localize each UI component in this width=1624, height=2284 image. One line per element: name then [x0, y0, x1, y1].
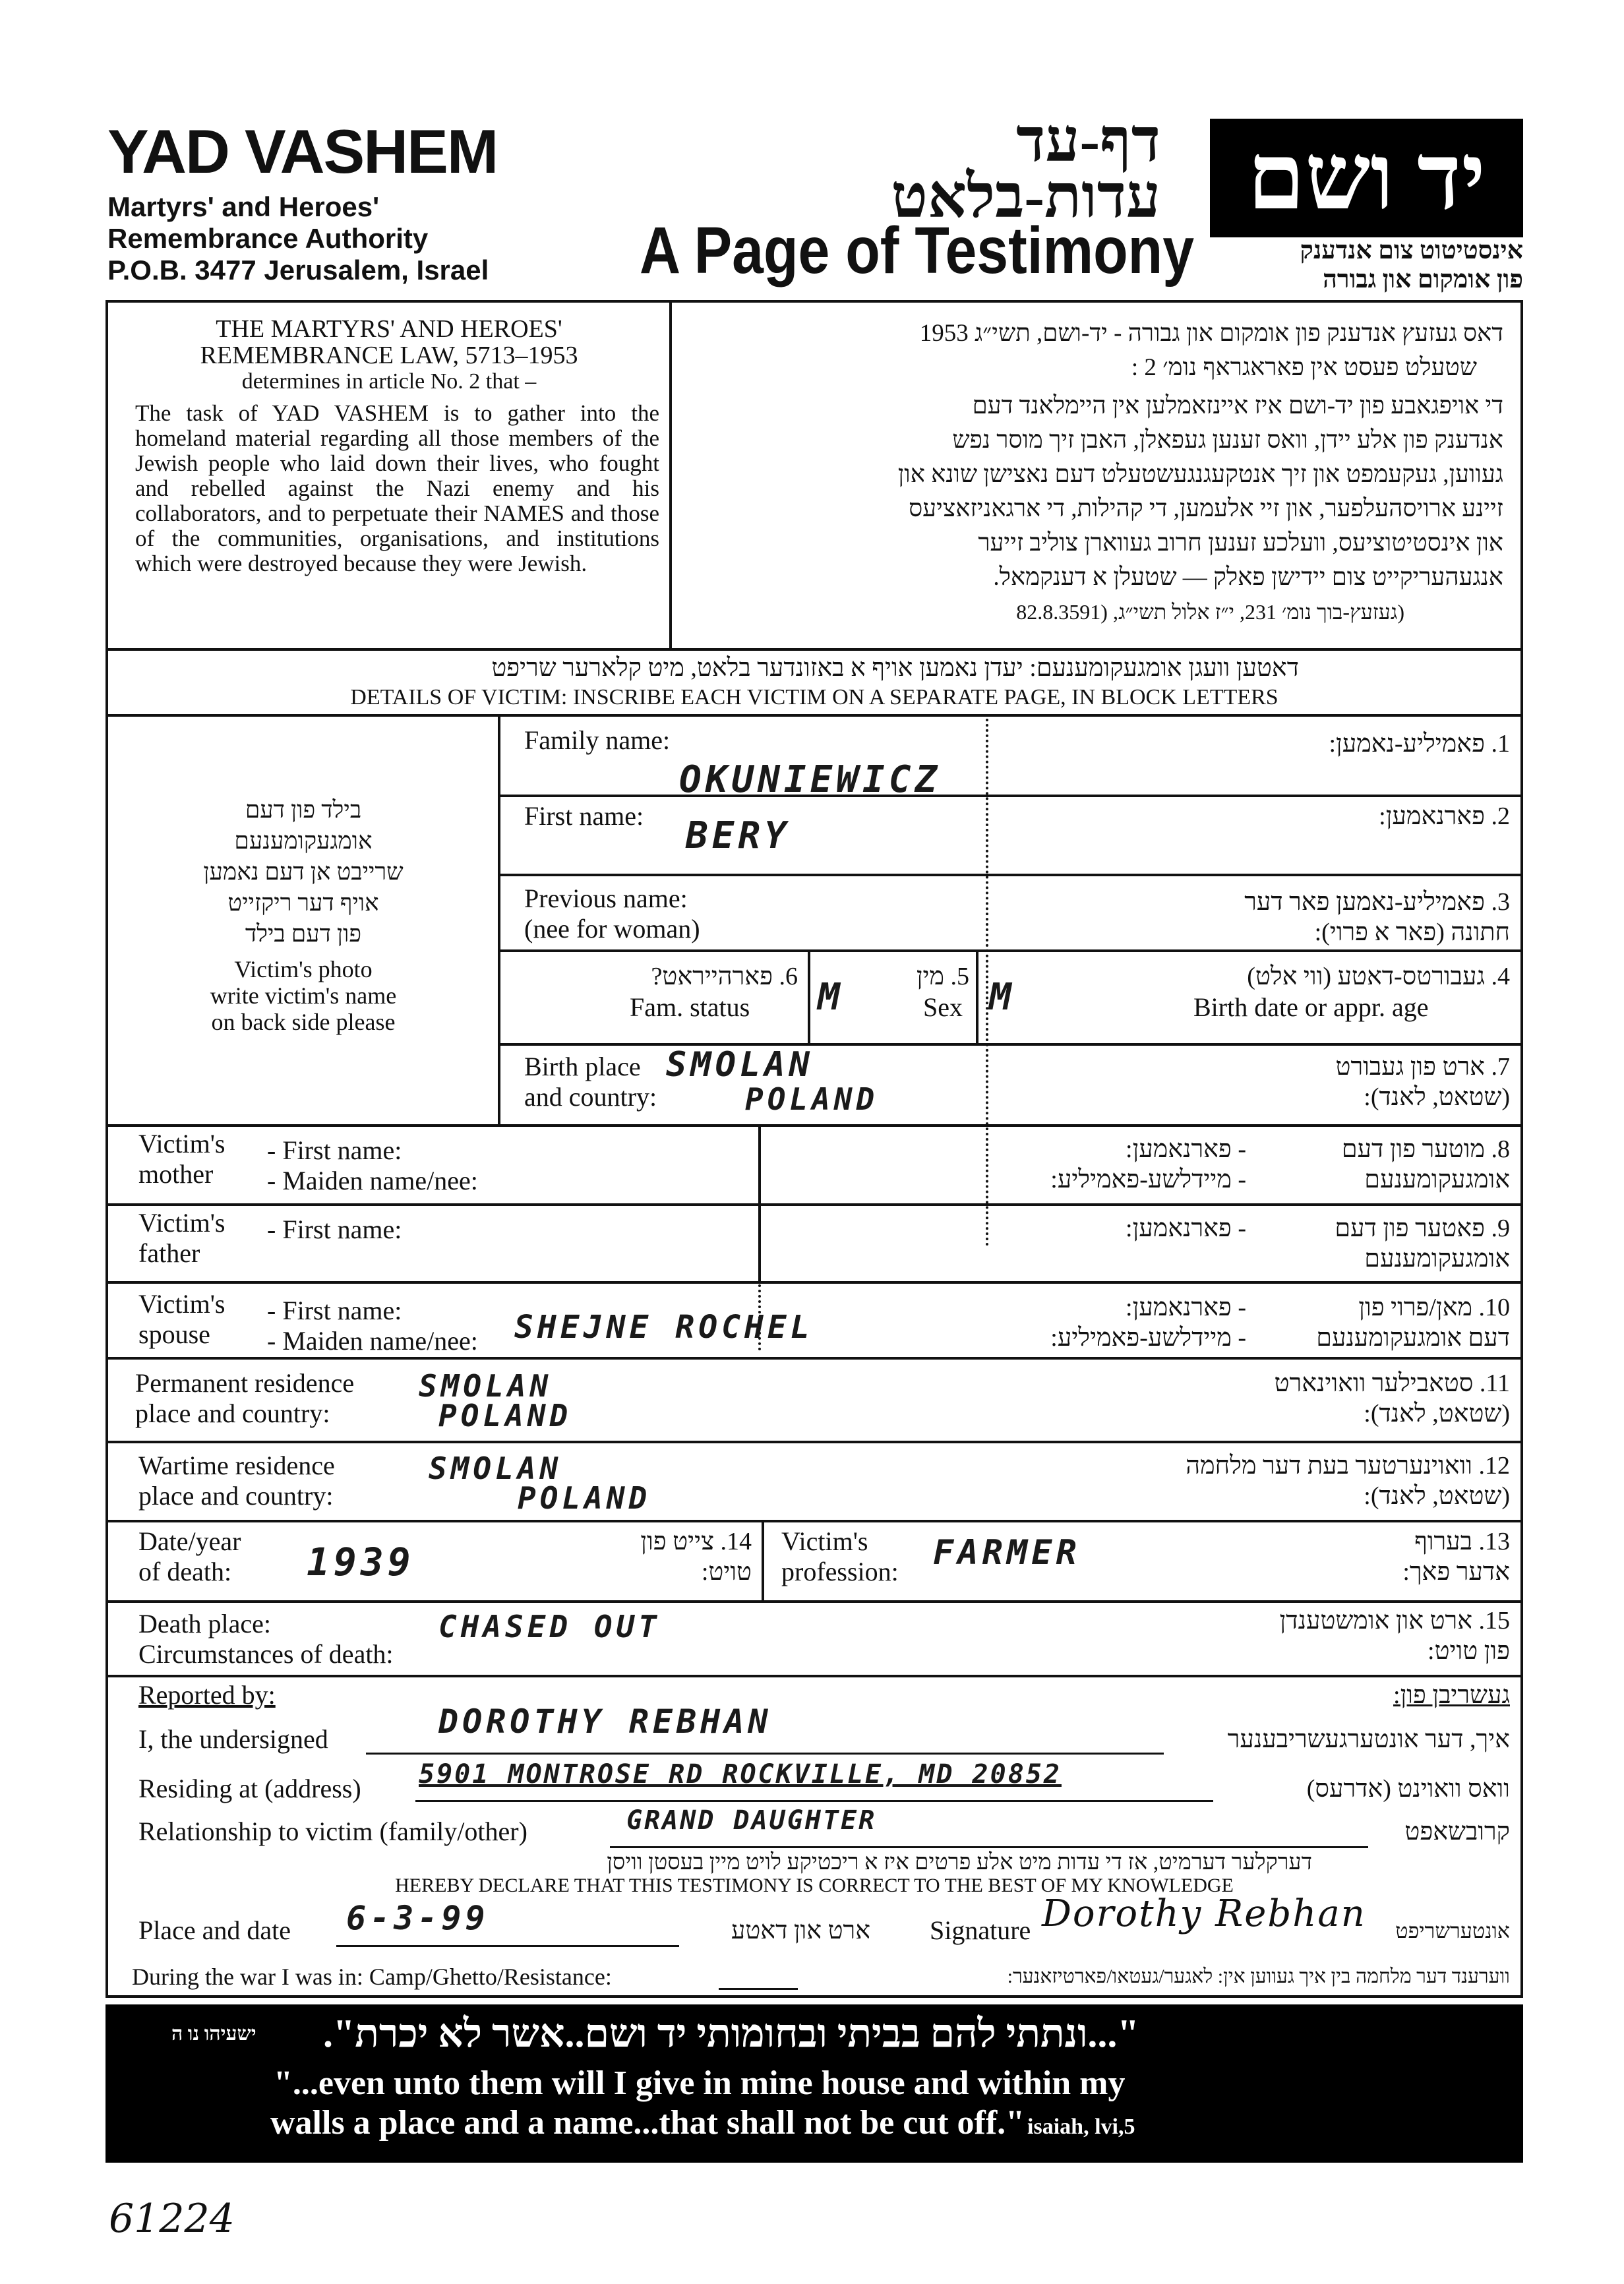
relationship-label: Relationship to victim (family/other) — [138, 1817, 527, 1846]
war-residence-country[interactable]: POLAND — [518, 1480, 651, 1516]
rule — [105, 1600, 1523, 1603]
war-camp-hebrew: ווערענד דער מלחמה בין איך געווען אין: לאגער/געטאו/פארטיזאנער: — [1007, 1966, 1510, 1987]
signature-hebrew: אונטערשריפט — [1395, 1919, 1510, 1942]
previous-name-label-1: Previous name: — [524, 884, 688, 913]
death-place-hebrew-2: פון טויט: — [1428, 1637, 1510, 1665]
yiddish-title-2: עדות-בלאט — [891, 163, 1160, 230]
reported-by-hebrew: געשריבן פון: — [1393, 1681, 1510, 1709]
war-camp-line — [719, 1988, 798, 1990]
perm-residence-label — [135, 1368, 354, 1429]
mother-first-name-hebrew: - פארנאמען: — [1126, 1135, 1246, 1163]
perm-residence-hebrew-1: 11. סטאבילער וואוינארט — [1274, 1369, 1510, 1397]
relationship-line — [610, 1846, 1368, 1848]
war-residence-label — [138, 1451, 335, 1511]
mother-maiden-name-hebrew: - מיידלשע-פאמיליע: — [1050, 1166, 1246, 1193]
first-name-label: First name: — [524, 801, 644, 831]
fam-status-value[interactable]: M — [818, 976, 844, 1019]
profession-value[interactable]: FARMER — [933, 1533, 1081, 1573]
spouse-hebrew-2: דעם אומגעקומענעם — [1316, 1324, 1510, 1352]
birth-place-value[interactable]: SMOLAN — [666, 1045, 814, 1085]
previous-name-hebrew-2: חתונה (פאר א פרוי): — [1314, 918, 1510, 946]
quote-banner — [105, 2004, 1523, 2163]
spouse-first-name-hebrew: - פארנאמען: — [1126, 1294, 1246, 1321]
address-line — [415, 1800, 1213, 1802]
institute-line-2: פון אומקום און גבורה — [1323, 266, 1523, 293]
rule — [105, 648, 1523, 651]
family-name-label: Family name: — [524, 725, 671, 755]
banner-english-2-text: walls a place and a name...that shall not be cut off." — [270, 2104, 1025, 2142]
death-place-label-1: Death place: — [138, 1609, 271, 1638]
signature-label: Signature — [930, 1915, 1031, 1945]
mother-fields — [267, 1135, 478, 1196]
law-yiddish-line: געווען, געקעמפט און זיך אנטקעגנגעשטעלט דעם נאצישן שונא און — [897, 461, 1503, 488]
rule — [105, 1357, 1523, 1360]
banner-english-2 — [270, 2103, 1135, 2142]
photo-divider — [498, 714, 500, 1124]
sex-hebrew: 5. מין — [916, 963, 969, 990]
sex-label: Sex — [923, 992, 963, 1022]
birth-place-hebrew — [1055, 1052, 1510, 1112]
first-name-hebrew: 2. פארנאמען: — [1379, 802, 1510, 830]
page-title: A Page of Testimony — [640, 214, 1195, 287]
signature-value[interactable]: Dorothy Rebhan — [1042, 1892, 1366, 1935]
spouse-hebrew — [1253, 1292, 1510, 1353]
war-residence-hebrew-1: 12. וואוינערטער בעת דער מלחמה — [1186, 1452, 1510, 1480]
law-yiddish-line: אנגעהעריקייט צום יידישן פאלק — שטעלן א דענקמאל. — [993, 564, 1503, 591]
death-year-label — [138, 1526, 241, 1587]
divider — [758, 1124, 761, 1203]
law-divider — [669, 300, 672, 649]
rule — [498, 1043, 1523, 1046]
spouse-fields-hebrew — [923, 1292, 1246, 1353]
undersigned-label: I, the undersigned — [138, 1724, 328, 1754]
war-residence-label-2: place and country: — [138, 1481, 334, 1511]
law-yiddish-line: (געזעץ-בוך נומ׳ 231, י״ז אלול תשי״ג, (82.8.3591 — [1016, 600, 1404, 624]
rule — [105, 1281, 1523, 1284]
law-yiddish-line: די אויפגאבע פון יד-ושם איז איינזאמלען אין היימלאנד דעם — [972, 392, 1503, 419]
father-hebrew — [1253, 1213, 1510, 1274]
address-label: Residing at (address) — [138, 1774, 361, 1803]
mother-label-1: Victim's — [138, 1129, 226, 1158]
perm-residence-place[interactable]: SMOLAN — [419, 1368, 553, 1404]
mother-label-2: mother — [138, 1159, 214, 1189]
photo-yiddish-line: פון דעם בילד — [245, 920, 362, 947]
rule — [105, 714, 1523, 717]
spouse-maiden-name-hebrew: - מיידלשע-פאמיליע: — [1050, 1324, 1246, 1352]
declare-english: HEREBY DECLARE THAT THIS TESTIMONY IS CORRECT TO THE BEST OF MY KNOWLEDGE — [395, 1875, 1234, 1896]
birth-place-hebrew-2: (שטאט, לאנד): — [1364, 1083, 1510, 1111]
war-residence-label-1: Wartime residence — [138, 1451, 335, 1480]
photo-yiddish — [132, 795, 475, 949]
photo-english-line: write victim's name — [210, 982, 397, 1009]
banner-hebrew-ref: ישעיהו נו ה — [171, 2023, 256, 2045]
circumstances-label: Circumstances of death: — [138, 1639, 394, 1669]
war-residence-hebrew-2: (שטאט, לאנד): — [1364, 1482, 1510, 1510]
death-year-label-2: of death: — [138, 1557, 232, 1586]
death-year-value[interactable]: 1939 — [307, 1540, 415, 1584]
law-yiddish-line: און אינסטיטוציעס, וועלכע זענען חרוב געווארן צוליב זייער — [978, 529, 1503, 556]
birth-date-label: Birth date or appr. age — [1193, 992, 1429, 1022]
birth-date-hebrew: 4. געבורטס-דאטע (ווי אלט) — [1247, 963, 1510, 990]
father-first-name-label: - First name: — [267, 1215, 402, 1244]
war-camp-label: During the war I was in: Camp/Ghetto/Resistance: — [132, 1964, 612, 1990]
banner-english-1: "...even unto them will I give in mine house and within my — [274, 2064, 1126, 2102]
spouse-maiden-value[interactable]: SHEJNE ROCHEL — [514, 1309, 814, 1346]
place-date-hebrew: ארט און דאטע — [731, 1917, 870, 1944]
law-yiddish — [686, 316, 1503, 629]
family-name-hebrew: 1. פאמיליע-נאמען: — [1329, 730, 1510, 758]
law-body: The task of YAD VASHEM is to gather into the homeland material regarding all those members of the Jewish people who laid down their lives, who fought and rebelled against the Nazi enemy and his collaborators, and to perpetuate their NAMES and those of the communities, organisations, and institutions which were destroyed because they were Jewish. — [135, 400, 659, 576]
undersigned-value[interactable]: DOROTHY REBHAN — [438, 1702, 772, 1741]
previous-name-hebrew-1: 3. פאמיליע-נאמען פאר דער — [1244, 888, 1510, 916]
death-year-hebrew — [527, 1526, 752, 1587]
sex-value[interactable]: M — [989, 976, 1015, 1019]
rule — [498, 874, 1523, 876]
law-yiddish-line: זיינע ארויסהעלפער, און זיי אלעמען, די קהילות, די ארגאניזאציעס — [909, 495, 1503, 522]
birth-place-hebrew-1: 7. ארט פון געבורט — [1335, 1053, 1510, 1081]
divider — [976, 949, 978, 1043]
yiddish-title-1: דף-עד — [1016, 107, 1160, 174]
mother-hebrew — [1253, 1134, 1510, 1195]
rule — [105, 1441, 1523, 1443]
org-subtitle-1: Martyrs' and Heroes' — [107, 191, 380, 222]
previous-name-label-2: (nee for woman) — [524, 914, 700, 944]
photo-yiddish-line: שרייבט אן דעם נאמען — [203, 858, 404, 885]
org-address: P.O.B. 3477 Jerusalem, Israel — [107, 255, 489, 286]
photo-yiddish-line: אויף דער ריקזייט — [227, 889, 379, 916]
relationship-hebrew: קרובשאפט — [1404, 1818, 1510, 1846]
spouse-fields — [267, 1296, 478, 1356]
divider — [758, 1203, 761, 1281]
divider — [808, 949, 810, 1043]
law-title-1: THE MARTYRS' AND HEROES' — [216, 315, 562, 343]
father-hebrew-1: 9. פאטער פון דעם — [1335, 1215, 1510, 1242]
place-date-value[interactable]: 6-3-99 — [346, 1899, 489, 1937]
spouse-label-1: Victim's — [138, 1289, 226, 1319]
law-title-2: REMEMBRANCE LAW, 5713–1953 — [200, 342, 578, 369]
perm-residence-country[interactable]: POLAND — [438, 1398, 572, 1433]
banner-hebrew: "...ונתתי להם בביתי ובחומותי יד ושם..אשר לא יכרת". — [323, 2012, 1139, 2055]
place-date-line — [336, 1945, 679, 1947]
mother-fields-hebrew — [923, 1134, 1246, 1195]
spouse-label-2: spouse — [138, 1319, 210, 1349]
fam-status-hebrew: 6. פארהייראט? — [651, 963, 798, 990]
photo-english — [132, 956, 475, 1035]
photo-english-line: Victim's photo — [234, 956, 373, 982]
profession-hebrew-2: אדער פאך: — [1402, 1558, 1510, 1586]
father-hebrew-2: אומגעקומענעם — [1364, 1245, 1510, 1273]
place-date-label: Place and date — [138, 1915, 291, 1945]
mother-label — [138, 1129, 225, 1189]
mother-first-name-label: - First name: — [267, 1135, 402, 1165]
death-year-hebrew-2: טויט: — [701, 1558, 752, 1586]
death-year-label-1: Date/year — [138, 1526, 241, 1556]
war-residence-hebrew — [1055, 1451, 1510, 1511]
death-place-label — [138, 1609, 394, 1669]
org-title: YAD VASHEM — [107, 117, 498, 186]
details-yiddish: דאטען וועגן אומגעקומענעם: יעדן נאמען אויף א באזונדער בלאט, מיט קלארער שריפט — [491, 654, 1299, 682]
spouse-label — [138, 1289, 225, 1350]
death-place-hebrew — [1055, 1606, 1510, 1666]
rule — [105, 1675, 1523, 1677]
law-yiddish-line: אנדענק פון אלע יידן, וואס זענען געפאלן, האבן זיך מוסר נפש — [952, 427, 1503, 454]
reported-by-label: Reported by: — [138, 1680, 276, 1710]
spouse-first-name-label: - First name: — [267, 1296, 402, 1325]
institute-line-1: אינסטיטוט צום אנדענק — [1300, 237, 1523, 264]
war-residence-place[interactable]: SMOLAN — [429, 1451, 562, 1486]
photo-yiddish-line: אומגעקומענעם — [234, 827, 373, 854]
photo-yiddish-line: בילד פון דעם — [245, 796, 362, 823]
birth-country-value[interactable]: POLAND — [745, 1081, 879, 1117]
perm-residence-label-1: Permanent residence — [135, 1368, 355, 1398]
yad-vashem-logo: יד ושם — [1210, 119, 1523, 237]
profession-hebrew-1: 13. בערוף — [1414, 1528, 1510, 1555]
perm-residence-hebrew — [1055, 1368, 1510, 1429]
address-hebrew: וואס וואוינט (אדרעס) — [1306, 1775, 1510, 1803]
fam-status-label: Fam. status — [630, 992, 750, 1022]
death-year-hebrew-1: 14. צייט פון — [640, 1528, 752, 1555]
law-title-3: determines in article No. 2 that – — [241, 369, 537, 394]
perm-residence-hebrew-2: (שטאט, לאנד): — [1364, 1400, 1510, 1428]
spouse-hebrew-1: 10. מאן/פרוי פון — [1358, 1294, 1510, 1321]
relationship-value[interactable]: GRAND DAUGHTER — [626, 1805, 877, 1836]
rule — [105, 1520, 1523, 1522]
declare-hebrew: דערקלער דערמיט, אז די עדות מיט אלע פרטים איז א ריכטיקע לויט מיין בעסטן וויסן — [607, 1850, 1312, 1875]
rule — [498, 795, 1523, 797]
undersigned-hebrew: איך, דער אונטערגעשריבענער — [1227, 1726, 1510, 1753]
rule — [105, 1124, 1523, 1127]
photo-english-line: on back side please — [211, 1009, 396, 1035]
mother-hebrew-2: אומגעקומענעם — [1364, 1166, 1510, 1193]
father-label — [138, 1208, 225, 1269]
org-subtitle-2: Remembrance Authority — [107, 223, 429, 254]
previous-name-hebrew — [1055, 887, 1510, 947]
perm-residence-label-2: place and country: — [135, 1398, 330, 1428]
previous-name-label — [524, 884, 700, 944]
law-yiddish-line: שטעלט פעסט אין פאראגראף נומ׳ 2 : — [1131, 354, 1477, 381]
profession-label-2: profession: — [781, 1557, 899, 1586]
family-name-value[interactable]: OKUNIEWICZ — [679, 758, 942, 801]
profession-label — [781, 1526, 899, 1587]
address-value[interactable]: 5901 MONTROSE RD ROCKVILLE, MD 20852 — [419, 1759, 1062, 1789]
banner-english-ref: isaiah, lvi,5 — [1027, 2115, 1135, 2139]
details-english: DETAILS OF VICTIM: INSCRIBE EACH VICTIM ON A SEPARATE PAGE, IN BLOCK LETTERS — [350, 685, 1278, 709]
birth-place-label-1: Birth place — [524, 1052, 641, 1081]
divider — [762, 1520, 764, 1600]
circumstances-value[interactable]: CHASED OUT — [438, 1609, 661, 1644]
father-label-2: father — [138, 1238, 200, 1268]
mother-hebrew-1: 8. מוטער פון דעם — [1341, 1135, 1510, 1163]
spouse-maiden-name-label: - Maiden name/nee: — [267, 1326, 478, 1356]
law-yiddish-line: דאס געזעץ אנדענק פון אומקום און גבורה - יד-ושם, תשי״ג 1953 — [919, 320, 1503, 347]
rule — [498, 949, 1523, 952]
death-place-hebrew-1: 15. ארט און אומשטענדן — [1279, 1607, 1510, 1635]
undersigned-line — [366, 1753, 1164, 1755]
birth-place-label-2: and country: — [524, 1082, 657, 1112]
first-name-value[interactable]: BERY — [686, 814, 791, 857]
birth-place-label — [524, 1052, 657, 1112]
father-first-name-hebrew: - פארנאמען: — [1126, 1215, 1246, 1242]
father-label-1: Victim's — [138, 1208, 226, 1238]
rule — [105, 1203, 1523, 1206]
mother-maiden-name-label: - Maiden name/nee: — [267, 1166, 478, 1195]
profession-hebrew — [1187, 1526, 1510, 1587]
handwritten-number: 61224 — [109, 2196, 235, 2242]
profession-label-1: Victim's — [781, 1526, 868, 1556]
